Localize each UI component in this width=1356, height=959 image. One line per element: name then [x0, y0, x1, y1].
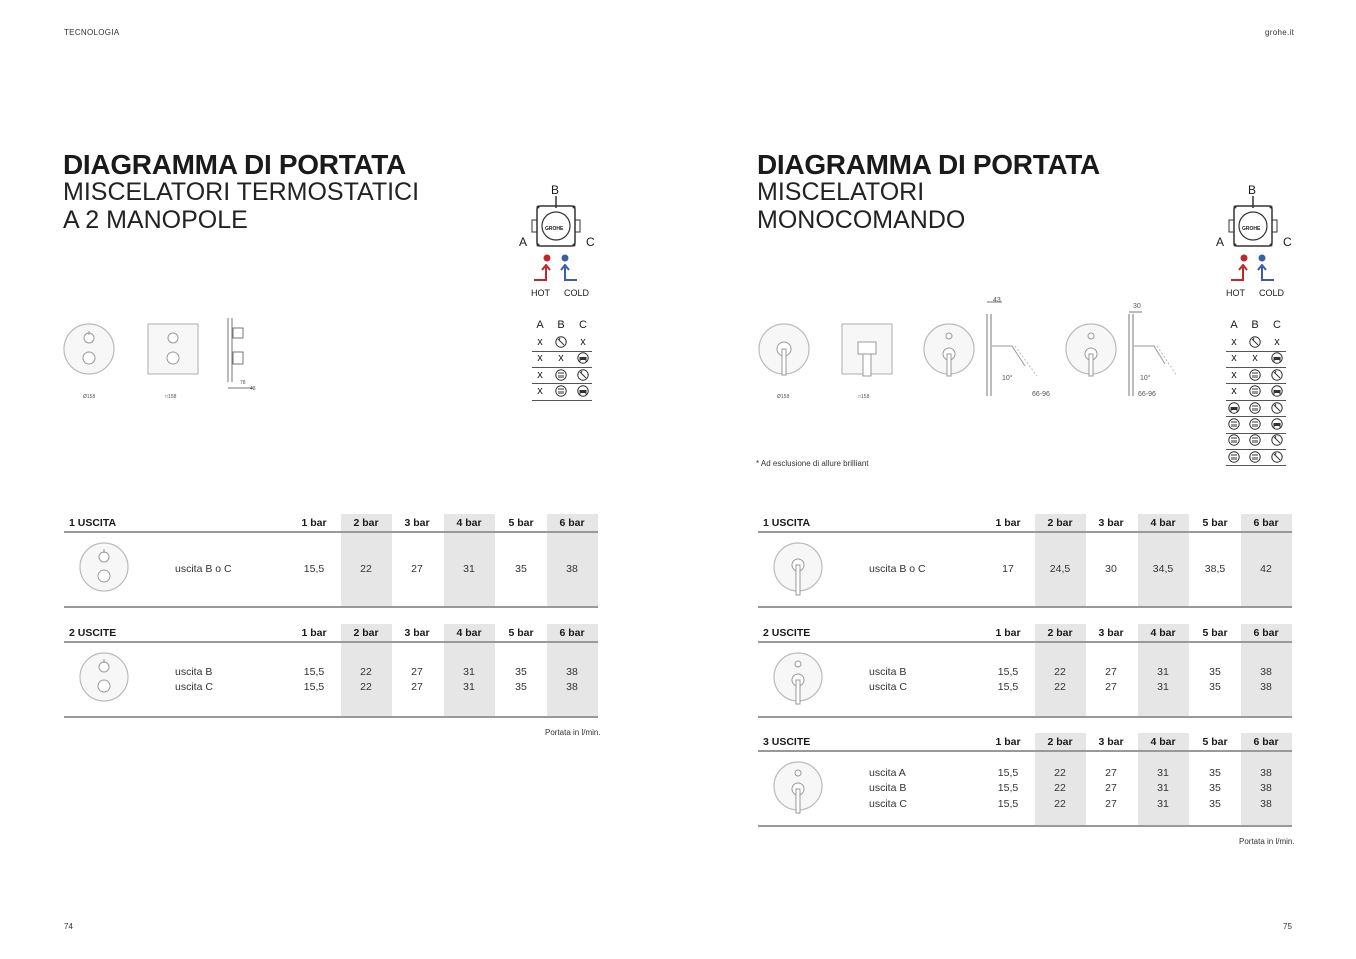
- outlet-name: uscita C: [175, 681, 213, 693]
- pressure-header: 6 bar: [1253, 627, 1279, 639]
- pressure-header: 3 bar: [1098, 736, 1124, 748]
- flow-value: 35: [1209, 681, 1221, 693]
- header-rule: [64, 531, 598, 533]
- page-number-right: 75: [1283, 922, 1292, 931]
- legend-symbol: [1267, 451, 1287, 466]
- flow-value: 30: [1105, 563, 1117, 576]
- legend-symbol: [1267, 402, 1287, 417]
- bath-icon: [1271, 385, 1283, 397]
- footer-rule: [758, 716, 1292, 718]
- flow-value: 27: [1105, 766, 1117, 779]
- legend-divider: [1226, 367, 1286, 368]
- right-title-bold: DIAGRAMMA DI PORTATA: [757, 149, 1100, 180]
- flow-value: 22: [1054, 797, 1066, 810]
- legend-divider: [1226, 400, 1286, 401]
- pressure-header: 4 bar: [1150, 517, 1176, 529]
- dim-round: Ø158: [83, 394, 96, 400]
- valve-label-c: C: [586, 235, 595, 249]
- flow-value: 31: [463, 563, 475, 576]
- flow-value: 15,5: [303, 681, 325, 693]
- bath-icon: [577, 385, 589, 397]
- flow-value: 38,5: [1204, 563, 1226, 576]
- pressure-header: 4 bar: [1150, 627, 1176, 639]
- legend-divider: [1226, 383, 1286, 384]
- flow-value: 34,5: [1152, 563, 1174, 576]
- bath-icon: [577, 352, 589, 364]
- legend-x: x: [537, 336, 543, 348]
- section-header: TECNOLOGIA: [64, 28, 120, 37]
- left-product-drawings: [62, 316, 262, 402]
- shower-icon: [1271, 402, 1283, 414]
- shower-icon: [1271, 451, 1283, 463]
- legend-divider: [532, 367, 592, 368]
- legend-symbol: [1267, 369, 1287, 384]
- flow-value: 38: [1260, 797, 1272, 810]
- left-title-line1: MISCELATORI TERMOSTATICI: [63, 178, 420, 206]
- header-rule: [758, 750, 1292, 752]
- legend-symbol: [551, 369, 571, 384]
- legend-x: x: [537, 368, 543, 381]
- flow-value: 15,5: [997, 782, 1019, 795]
- legend-header: C: [579, 319, 587, 331]
- pressure-header: 4 bar: [456, 627, 482, 639]
- pressure-header: 2 bar: [1047, 627, 1073, 639]
- flow-value: 22: [1054, 681, 1066, 693]
- flow-value: 38: [566, 665, 578, 678]
- legend-x: x: [1231, 368, 1237, 381]
- flow-value: 27: [411, 563, 423, 576]
- legend-divider: [532, 400, 592, 401]
- flow-value: 27: [1105, 797, 1117, 810]
- pressure-header: 1 bar: [995, 736, 1021, 748]
- dim-43: 43: [993, 297, 1001, 304]
- legend-symbol: [1245, 385, 1265, 400]
- flow-value: 35: [1209, 665, 1221, 678]
- legend-symbol: [1245, 418, 1265, 433]
- legend-symbol: [1245, 451, 1265, 466]
- pressure-header: 4 bar: [1150, 736, 1176, 748]
- legend-divider: [1226, 465, 1286, 466]
- flow-value: 15,5: [997, 766, 1019, 779]
- outlet-legend-right: [1224, 319, 1288, 467]
- outlet-name: uscita C: [869, 797, 907, 810]
- flow-table: [64, 514, 598, 608]
- outlet-name: uscita A: [869, 766, 906, 779]
- pressure-header: 1 bar: [995, 627, 1021, 639]
- outlet-name: uscita B o C: [869, 563, 926, 576]
- handshower-icon: [555, 369, 567, 381]
- pressure-header: 5 bar: [508, 517, 534, 529]
- flow-value: 35: [515, 563, 527, 576]
- legend-symbol: [1267, 418, 1287, 433]
- header-rule: [758, 641, 1292, 643]
- legend-x: x: [1252, 352, 1258, 365]
- pressure-header: 1 bar: [301, 517, 327, 529]
- flow-value: 35: [1209, 782, 1221, 795]
- legend-symbol: [551, 385, 571, 400]
- right-title-line2: MONOCOMANDO: [757, 206, 966, 234]
- flow-value: 15,5: [303, 563, 325, 576]
- bath-icon: [1228, 402, 1240, 414]
- outlet-name: uscita B: [869, 782, 907, 795]
- legend-divider: [1226, 433, 1286, 434]
- legend-symbol: [1224, 402, 1244, 417]
- flow-value: 31: [463, 681, 475, 693]
- product-thumbnail: [79, 652, 131, 715]
- flow-value: 38: [1260, 766, 1272, 779]
- outlet-name: uscita B: [869, 665, 907, 678]
- hot-label: HOT: [531, 288, 550, 298]
- shower-icon: [555, 336, 567, 348]
- flow-value: 22: [360, 681, 372, 693]
- pressure-header: 3 bar: [404, 627, 430, 639]
- product-thumbnail-icon: [79, 542, 131, 600]
- flow-value: 22: [1054, 782, 1066, 795]
- table-label: 2 USCITE: [763, 627, 811, 639]
- pressure-header: 1 bar: [995, 517, 1021, 529]
- flow-value: 27: [1105, 782, 1117, 795]
- pressure-header: 6 bar: [1253, 736, 1279, 748]
- hot-label: HOT: [1226, 288, 1245, 298]
- handshower-icon: [1249, 402, 1261, 414]
- product-thumbnail-icon: [773, 761, 825, 819]
- legend-x: x: [580, 336, 586, 348]
- handshower-icon: [1249, 369, 1261, 381]
- legend-symbol: [573, 352, 593, 367]
- legend-symbol: [1267, 385, 1287, 400]
- legend-x: x: [1231, 352, 1237, 365]
- flow-value: 31: [463, 665, 475, 678]
- legend-x: x: [1274, 336, 1280, 348]
- valve-brand: GROHE: [1242, 226, 1261, 232]
- flow-value: 22: [360, 665, 372, 678]
- pressure-header: 5 bar: [1202, 627, 1228, 639]
- valve-label-c: C: [1283, 235, 1292, 249]
- round-thermostat-icon: [64, 324, 114, 374]
- flow-value: 22: [360, 563, 372, 576]
- product-thumbnail: [79, 542, 131, 605]
- handshower-icon: [1249, 451, 1261, 463]
- pressure-header: 6 bar: [1253, 517, 1279, 529]
- flow-value: 31: [1157, 766, 1169, 779]
- dim-angle-a: 10°: [1002, 375, 1013, 382]
- square-thermostat-icon: [148, 324, 198, 374]
- handshower-icon: [1249, 385, 1261, 397]
- shower-icon: [1249, 336, 1261, 348]
- legend-symbol: [1245, 434, 1265, 449]
- valve-body-icon: [529, 196, 591, 270]
- flow-value: 35: [1209, 797, 1221, 810]
- table-label: 1 USCITA: [69, 517, 117, 529]
- shower-icon: [577, 369, 589, 381]
- footer-rule: [64, 716, 598, 718]
- legend-symbol: [1224, 434, 1244, 449]
- page-number-left: 74: [64, 922, 73, 931]
- valve-diagram-left: [515, 182, 615, 302]
- legend-divider: [1226, 351, 1286, 352]
- flow-value: 42: [1260, 563, 1272, 576]
- flow-value: 22: [1054, 766, 1066, 779]
- legend-x: x: [1231, 336, 1237, 348]
- pressure-header: 5 bar: [1202, 517, 1228, 529]
- site-url: grohe.it: [1265, 28, 1295, 37]
- flow-value: 27: [411, 681, 423, 693]
- flow-value: 38: [1260, 681, 1272, 693]
- pressure-header: 2 bar: [1047, 736, 1073, 748]
- product-thumbnail: [773, 761, 825, 824]
- flow-value: 35: [515, 665, 527, 678]
- handshower-icon: [1228, 434, 1240, 446]
- flow-value: 38: [566, 563, 578, 576]
- dim-round: Ø158: [777, 394, 790, 400]
- footnote: * Ad esclusione di allure brilliant: [756, 459, 869, 468]
- pressure-header: 2 bar: [1047, 517, 1073, 529]
- valve-label-a: A: [1216, 235, 1225, 249]
- dim-range-b: 66-96: [1138, 391, 1156, 398]
- inlet-arrows-icon: [529, 264, 591, 284]
- valve-brand: GROHE: [545, 226, 564, 232]
- shower-icon: [1271, 369, 1283, 381]
- legend-divider: [1226, 449, 1286, 450]
- legend-header: B: [1251, 319, 1259, 331]
- header-rule: [758, 531, 1292, 533]
- product-thumbnail: [773, 652, 825, 715]
- pressure-header: 3 bar: [1098, 517, 1124, 529]
- footer-rule: [64, 606, 598, 608]
- pressure-header: 5 bar: [508, 627, 534, 639]
- table-label: 3 USCITE: [763, 736, 811, 748]
- pressure-header: 2 bar: [353, 517, 379, 529]
- flow-value: 31: [1157, 797, 1169, 810]
- flow-value: 31: [1157, 681, 1169, 693]
- footer-rule: [758, 825, 1292, 827]
- flow-value: 15,5: [997, 681, 1019, 693]
- pressure-header: 4 bar: [456, 517, 482, 529]
- bath-icon: [1271, 352, 1283, 364]
- right-product-drawings: [757, 296, 1187, 406]
- unit-note-left: Portata in l/min.: [545, 728, 601, 737]
- valve-label-b: B: [551, 183, 560, 197]
- flow-value: 17: [1002, 563, 1014, 576]
- flow-value: 27: [1105, 681, 1117, 693]
- cold-label: COLD: [564, 288, 590, 298]
- legend-x: x: [537, 385, 543, 398]
- pressure-header: 3 bar: [404, 517, 430, 529]
- dim-angle-b: 10°: [1140, 375, 1151, 382]
- outlet-legend-left: [530, 319, 594, 403]
- left-title-line2: A 2 MANOPOLE: [63, 206, 248, 234]
- dim-depth-a: 78: [240, 380, 246, 386]
- cold-label: COLD: [1259, 288, 1285, 298]
- pressure-header: 1 bar: [301, 627, 327, 639]
- legend-x: x: [1231, 385, 1237, 398]
- handshower-icon: [1228, 418, 1240, 430]
- inlet-arrows-icon: [1226, 264, 1288, 284]
- legend-header: A: [1230, 319, 1238, 331]
- dim-depth-b: 43: [250, 386, 256, 392]
- flow-value: 22: [1054, 665, 1066, 678]
- product-thumbnail-icon: [773, 542, 825, 600]
- legend-symbol: [1224, 451, 1244, 466]
- flow-value: 38: [1260, 665, 1272, 678]
- pressure-header: 2 bar: [353, 627, 379, 639]
- legend-x: x: [537, 352, 543, 365]
- flow-table: [758, 733, 1292, 827]
- legend-divider: [532, 383, 592, 384]
- flow-value: 15,5: [303, 665, 325, 678]
- right-title-line1: MISCELATORI: [757, 178, 925, 206]
- flow-table: [64, 624, 598, 718]
- flow-value: 35: [515, 681, 527, 693]
- flow-value: 38: [1260, 782, 1272, 795]
- valve-body-icon: [1226, 196, 1288, 270]
- flow-value: 38: [566, 681, 578, 693]
- dim-square: □158: [165, 394, 177, 400]
- pressure-header: 5 bar: [1202, 736, 1228, 748]
- footer-rule: [758, 606, 1292, 608]
- handshower-icon: [555, 385, 567, 397]
- flow-value: 24,5: [1049, 563, 1071, 576]
- table-label: 2 USCITE: [69, 627, 117, 639]
- flow-value: 15,5: [997, 797, 1019, 810]
- dim-range-a: 66-96: [1032, 391, 1050, 398]
- flow-table: [758, 514, 1292, 608]
- pressure-header: 6 bar: [559, 627, 585, 639]
- table-label: 1 USCITA: [763, 517, 811, 529]
- square-mixer-icon: [842, 324, 892, 376]
- handshower-icon: [1228, 451, 1240, 463]
- diverter-mixer-icon: [924, 302, 1037, 396]
- flow-value: 31: [1157, 782, 1169, 795]
- flow-value: 31: [1157, 665, 1169, 678]
- flow-value: 15,5: [997, 665, 1019, 678]
- flow-value: 35: [1209, 766, 1221, 779]
- legend-header: B: [557, 319, 565, 331]
- legend-symbol: [1224, 418, 1244, 433]
- legend-symbol: [551, 336, 571, 351]
- flow-value: 27: [411, 665, 423, 678]
- pressure-header: 3 bar: [1098, 627, 1124, 639]
- header-rule: [64, 641, 598, 643]
- outlet-name: uscita B o C: [175, 563, 232, 576]
- shower-icon: [1271, 434, 1283, 446]
- outlet-name: uscita B: [175, 665, 213, 678]
- left-title-bold: DIAGRAMMA DI PORTATA: [63, 149, 406, 180]
- bath-icon: [1271, 418, 1283, 430]
- dim-30: 30: [1133, 303, 1141, 310]
- legend-symbol: [1245, 336, 1265, 351]
- legend-header: A: [536, 319, 544, 331]
- unit-note-right: Portata in l/min.: [1239, 837, 1295, 846]
- legend-header: C: [1273, 319, 1281, 331]
- flow-value: 27: [1105, 665, 1117, 678]
- round-mixer-icon: [759, 324, 809, 375]
- side-profile-icon: [228, 318, 254, 388]
- legend-symbol: [573, 369, 593, 384]
- legend-symbol: [1267, 434, 1287, 449]
- legend-symbol: [573, 385, 593, 400]
- valve-label-a: A: [519, 235, 528, 249]
- valve-diagram-right: [1212, 182, 1312, 302]
- diverter-mixer-2-icon: [1066, 312, 1177, 396]
- handshower-icon: [1249, 418, 1261, 430]
- product-thumbnail: [773, 542, 825, 605]
- dim-square: □158: [858, 394, 870, 400]
- legend-divider: [532, 351, 592, 352]
- pressure-header: 6 bar: [559, 517, 585, 529]
- legend-symbol: [1245, 402, 1265, 417]
- legend-symbol: [1245, 369, 1265, 384]
- handshower-icon: [1249, 434, 1261, 446]
- valve-label-b: B: [1248, 183, 1257, 197]
- legend-symbol: [1267, 352, 1287, 367]
- flow-table: [758, 624, 1292, 718]
- legend-divider: [1226, 416, 1286, 417]
- product-thumbnail-icon: [773, 652, 825, 710]
- product-thumbnail-icon: [79, 652, 131, 710]
- legend-x: x: [558, 352, 564, 365]
- outlet-name: uscita C: [869, 681, 907, 693]
